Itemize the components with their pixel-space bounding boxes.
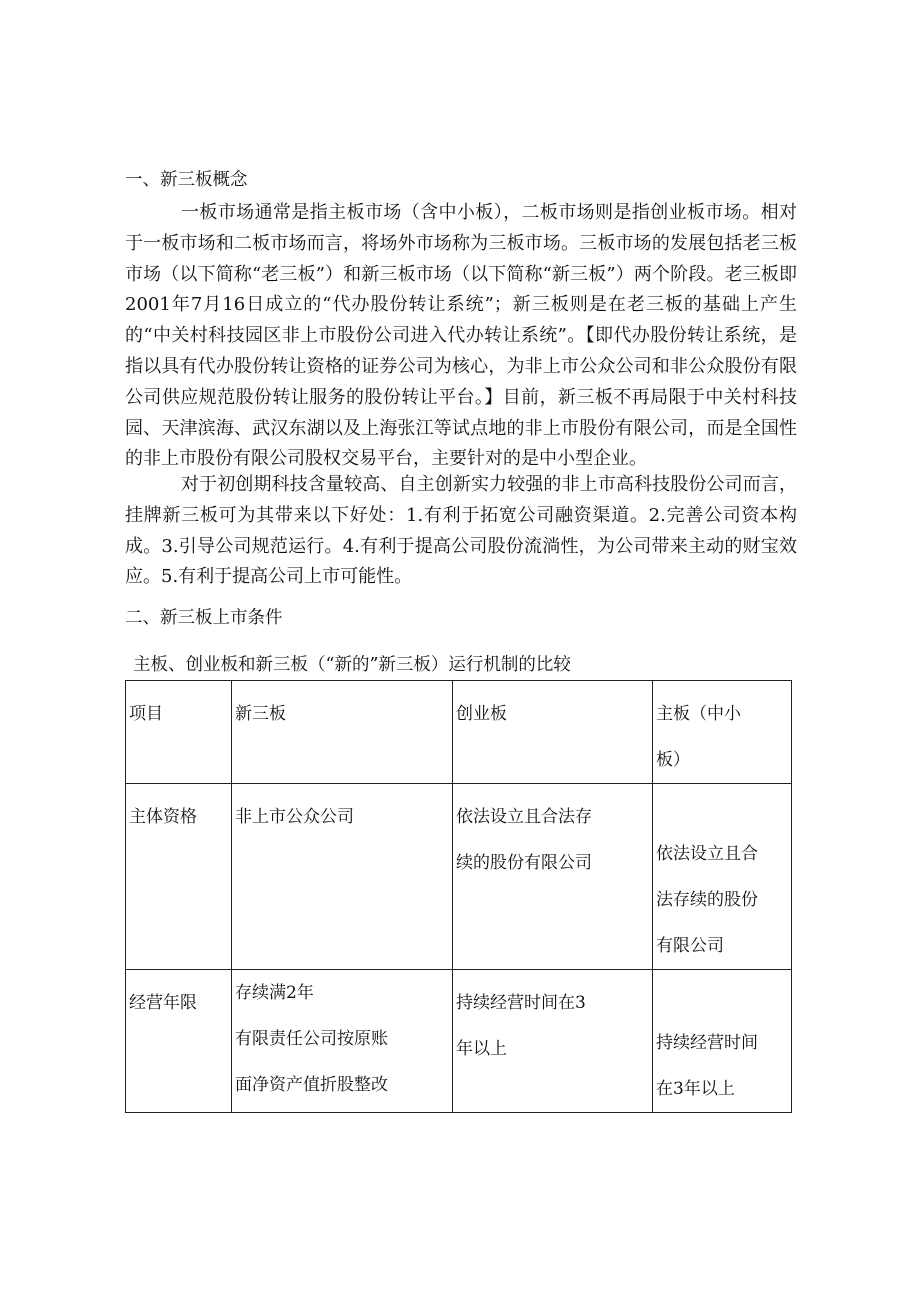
row-label-text: 经营年限 [129, 993, 197, 1013]
header-new-third-board [232, 681, 453, 784]
header-main-line2: 板） [656, 750, 690, 770]
paragraph-benefits: 对于初创期科技含量较高、自主创新实力较强的非上市高科技股份公司而言，挂牌新三板可为其带来以下好处：1.有利于拓宽公司融资渠道。2.完善公司资本构成。3.引导公司规范运行。4.有利于提高公司股份流淌性，为公司带来主动的财宝效应。5.有利于提高公司上市可能性。 [125, 474, 797, 588]
header-item-text: 项目 [129, 704, 163, 724]
cell-line: 续的股份有限公司 [456, 853, 592, 873]
table-header-row [126, 681, 792, 784]
cell-line: 有限公司 [656, 936, 724, 956]
cell-line: 持续经营时间 [656, 1033, 758, 1053]
header-new-third-text: 新三板 [235, 704, 286, 724]
cell-main-board [653, 970, 792, 1113]
cell-gem [453, 784, 653, 970]
comparison-table [125, 680, 792, 1113]
cell-main-board [653, 784, 792, 970]
header-item [126, 681, 232, 784]
header-main-line1: 主板（中小 [656, 704, 741, 724]
header-gem-text: 创业板 [456, 704, 507, 724]
cell-line: 在3年以上 [656, 1079, 735, 1099]
header-gem [453, 681, 653, 784]
cell-line: 持续经营时间在3 [456, 993, 586, 1013]
cell-line: 有限责任公司按原账 [235, 1029, 388, 1049]
cell-line: 年以上 [456, 1039, 507, 1059]
section-heading-concept: 一、新三板概念 [125, 170, 248, 190]
cell-line: 存续满2年 [235, 983, 314, 1003]
cell-line: 依法设立且合 [656, 844, 758, 864]
paragraph-concept: 一板市场通常是指主板市场（含中小板），二板市场则是指创业板市场。相对于一板市场和二板市场而言，将场外市场称为三板市场。三板市场的发展包括老三板市场（以下简称“老三板”）和新三板市场（以下简称“新三板”）两个阶段。老三板即2001年7月16日成立的“代办股份转让系统”；新三板则是在老三板的基础上产生的“中关村科技园区非上市股份公司进入代办转让系统”。【即代办股份转让系统，是指以具有代办股份转让资格的证券公司为核心，为非上市公众公司和非公众股份有限公司供应规范股份转让服务的股份转让平台。】目前，新三板不再局限于中关村科技园、天津滨海、武汉东湖以及上海张江等试点地的非上市股份有限公司，而是全国性的非上市股份有限公司股权交易平台，主要针对的是中小型企业。 [125, 202, 797, 470]
table-row [126, 970, 792, 1113]
table-row [126, 784, 792, 970]
row-label [126, 784, 232, 970]
cell-new-third [232, 970, 453, 1113]
cell-line: 依法设立且合法存 [456, 807, 592, 827]
cell-line: 面净资产值折股整改 [235, 1075, 388, 1095]
cell-line: 法存续的股份 [656, 890, 758, 910]
row-label [126, 970, 232, 1113]
cell-new-third [232, 784, 453, 970]
header-main-board [653, 681, 792, 784]
cell-line: 非上市公众公司 [235, 807, 354, 827]
row-label-text: 主体资格 [129, 807, 197, 827]
section-heading-conditions: 二、新三板上市条件 [125, 608, 283, 628]
cell-gem [453, 970, 653, 1113]
table-caption: 主板、创业板和新三板（“新的”新三板）运行机制的比较 [133, 655, 571, 675]
